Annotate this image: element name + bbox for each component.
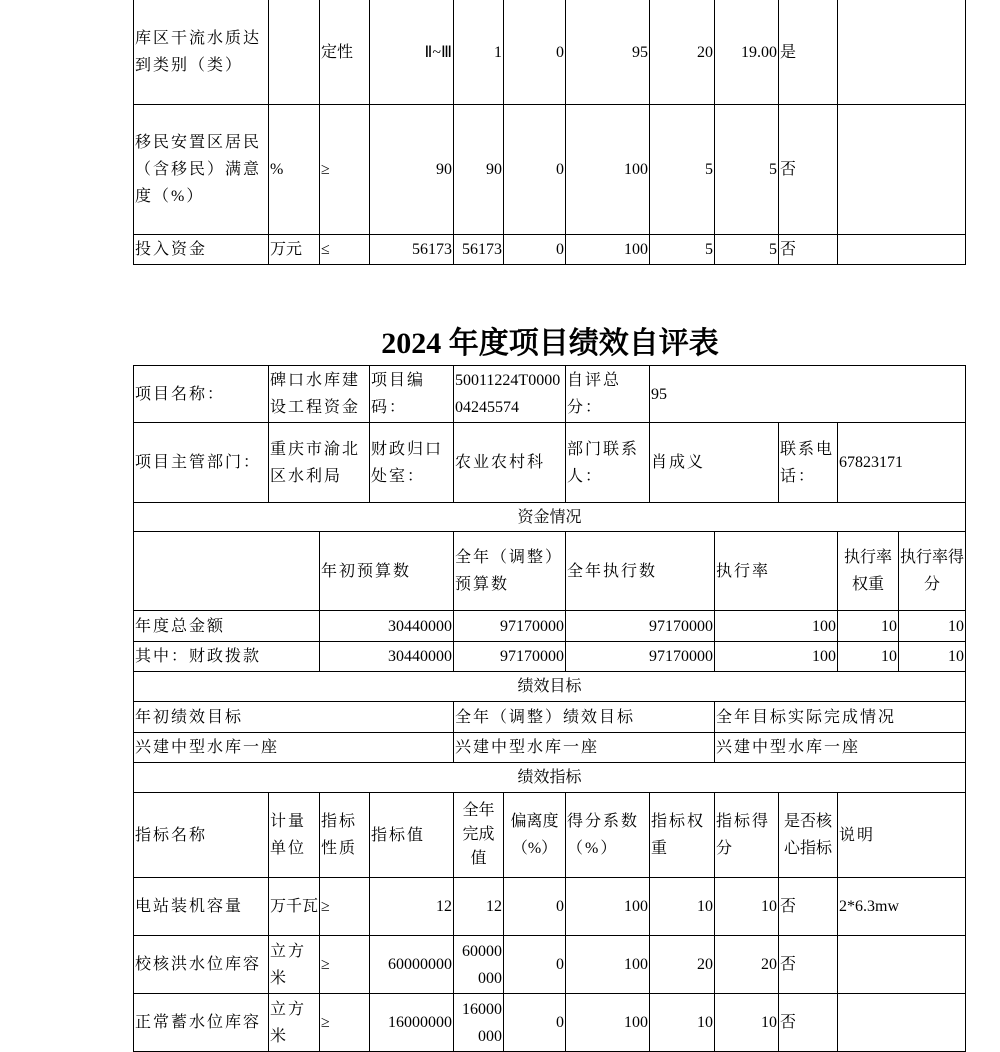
indicator-name: 正常蓄水位库容 — [134, 994, 269, 1052]
goal-value: 兴建中型水库一座 — [134, 733, 454, 763]
indicator-deviation: 0 — [504, 994, 566, 1052]
indicator-name: 电站装机容量 — [134, 878, 269, 936]
indicator-unit: 立方米 — [269, 994, 320, 1052]
goals-section-header: 绩效目标 — [134, 672, 966, 702]
indicator-nature: 定性 — [320, 0, 370, 105]
goals-header-row — [134, 702, 966, 733]
funds-value: 10 — [838, 642, 899, 672]
self-evaluation-table — [133, 365, 966, 1052]
indicator-score: 5 — [715, 105, 779, 235]
funds-value: 10 — [838, 611, 899, 642]
funds-section-header: 资金情况 — [134, 503, 966, 532]
indicator-header: 计量单位 — [269, 793, 320, 878]
table-row — [134, 235, 966, 265]
funds-label: 年度总金额 — [134, 611, 320, 642]
indicator-note — [838, 0, 966, 105]
indicator-header: 说明 — [838, 793, 966, 878]
table-row — [134, 0, 966, 105]
indicator-target: Ⅱ~Ⅲ — [370, 0, 454, 105]
indicator-header: 指标性质 — [320, 793, 370, 878]
indicator-deviation: 0 — [504, 0, 566, 105]
project-name-label: 项目名称： — [134, 366, 269, 423]
empty-cell — [134, 532, 320, 611]
indicator-nature: ≥ — [320, 936, 370, 994]
indicator-header: 指标值 — [370, 793, 454, 878]
funds-value: 30440000 — [320, 642, 454, 672]
indicator-weight: 20 — [650, 936, 715, 994]
funds-header: 执行率得分 — [899, 532, 966, 611]
indicator-core: 是 — [779, 0, 838, 105]
indicator-header: 是否核心指标 — [779, 793, 838, 878]
table-row — [134, 878, 966, 936]
table-row — [134, 105, 966, 235]
indicator-note — [838, 994, 966, 1052]
indicator-core: 否 — [779, 994, 838, 1052]
indicator-target: 60000000 — [370, 936, 454, 994]
indicator-actual: 16000000 — [454, 994, 504, 1052]
indicator-note: 2*6.3mw — [838, 878, 966, 936]
indicator-unit: 立方米 — [269, 936, 320, 994]
indicator-weight: 20 — [650, 0, 715, 105]
indicator-header: 指标权重 — [650, 793, 715, 878]
indicator-nature: ≥ — [320, 994, 370, 1052]
indicator-deviation: 0 — [504, 235, 566, 265]
funds-value: 30440000 — [320, 611, 454, 642]
funds-value: 97170000 — [566, 642, 715, 672]
indicator-deviation: 0 — [504, 878, 566, 936]
indicator-note — [838, 105, 966, 235]
goals-header: 全年目标实际完成情况 — [715, 702, 966, 733]
indicator-header: 指标得分 — [715, 793, 779, 878]
indicator-score: 10 — [715, 878, 779, 936]
goals-row — [134, 733, 966, 763]
dept: 重庆市渝北区水利局 — [269, 423, 370, 503]
indicator-score: 19.00 — [715, 0, 779, 105]
indicator-unit: 万千瓦 — [269, 878, 320, 936]
indicator-note — [838, 235, 966, 265]
indicator-actual: 12 — [454, 878, 504, 936]
indicator-coef: 100 — [566, 235, 650, 265]
project-code: 50011224T000004245574 — [454, 366, 566, 423]
funds-row — [134, 642, 966, 672]
indicator-header: 偏离度（%） — [504, 793, 566, 878]
funds-value: 97170000 — [454, 642, 566, 672]
funds-value: 10 — [899, 611, 966, 642]
indicator-weight: 10 — [650, 994, 715, 1052]
office-label: 财政归口处室： — [370, 423, 454, 503]
funds-value: 97170000 — [566, 611, 715, 642]
indicator-actual: 1 — [454, 0, 504, 105]
total-score-label: 自评总分： — [566, 366, 650, 423]
indicator-nature: ≥ — [320, 105, 370, 235]
funds-row — [134, 611, 966, 642]
funds-header: 执行率权重 — [838, 532, 899, 611]
funds-value: 100 — [715, 642, 838, 672]
indicator-score: 10 — [715, 994, 779, 1052]
funds-header: 执行率 — [715, 532, 838, 611]
indicator-coef: 100 — [566, 936, 650, 994]
indicator-core: 否 — [779, 235, 838, 265]
indicator-deviation: 0 — [504, 105, 566, 235]
indicator-score: 20 — [715, 936, 779, 994]
funds-header: 全年（调整）预算数 — [454, 532, 566, 611]
indicator-core: 否 — [779, 105, 838, 235]
indicator-nature: ≤ — [320, 235, 370, 265]
indicator-coef: 95 — [566, 0, 650, 105]
project-name: 碑口水库建设工程资金 — [269, 366, 370, 423]
indicators-header-row — [134, 793, 966, 878]
project-code-label: 项目编码： — [370, 366, 454, 423]
info-row — [134, 423, 966, 503]
indicator-unit: % — [269, 105, 320, 235]
indicator-score: 5 — [715, 235, 779, 265]
indicator-core: 否 — [779, 936, 838, 994]
phone-label: 联系电话： — [779, 423, 838, 503]
indicator-coef: 100 — [566, 994, 650, 1052]
indicator-deviation: 0 — [504, 936, 566, 994]
funds-header: 年初预算数 — [320, 532, 454, 611]
indicator-nature: ≥ — [320, 878, 370, 936]
indicator-unit: 万元 — [269, 235, 320, 265]
indicator-actual: 56173 — [454, 235, 504, 265]
table-row — [134, 994, 966, 1052]
goals-header: 全年（调整）绩效目标 — [454, 702, 715, 733]
indicator-header: 全年完成值 — [454, 793, 504, 878]
contact: 肖成义 — [650, 423, 779, 503]
table-row — [134, 936, 966, 994]
total-score: 95 — [650, 366, 966, 423]
indicator-actual: 90 — [454, 105, 504, 235]
funds-header-row — [134, 532, 966, 611]
funds-label: 其中：财政拨款 — [134, 642, 320, 672]
indicator-header: 指标名称 — [134, 793, 269, 878]
goal-value: 兴建中型水库一座 — [715, 733, 966, 763]
indicator-table-continued — [133, 0, 966, 265]
funds-header: 全年执行数 — [566, 532, 715, 611]
page-title: 2024 年度项目绩效自评表 — [381, 327, 719, 360]
indicator-note — [838, 936, 966, 994]
indicator-weight: 10 — [650, 878, 715, 936]
indicator-unit — [269, 0, 320, 105]
funds-value: 10 — [899, 642, 966, 672]
info-row — [134, 366, 966, 423]
indicator-weight: 5 — [650, 105, 715, 235]
funds-value: 100 — [715, 611, 838, 642]
indicator-target: 90 — [370, 105, 454, 235]
indicator-weight: 5 — [650, 235, 715, 265]
indicator-header: 得分系数（%） — [566, 793, 650, 878]
phone: 67823171 — [838, 423, 966, 503]
indicator-target: 16000000 — [370, 994, 454, 1052]
goal-value: 兴建中型水库一座 — [454, 733, 715, 763]
indicators-section-header: 绩效指标 — [134, 763, 966, 793]
office: 农业农村科 — [454, 423, 566, 503]
dept-label: 项目主管部门： — [134, 423, 269, 503]
indicator-actual: 60000000 — [454, 936, 504, 994]
indicator-name: 投入资金 — [134, 235, 269, 265]
funds-value: 97170000 — [454, 611, 566, 642]
indicator-target: 56173 — [370, 235, 454, 265]
goals-header: 年初绩效目标 — [134, 702, 454, 733]
indicator-name: 库区干流水质达到类别（类） — [134, 0, 269, 105]
indicator-core: 否 — [779, 878, 838, 936]
indicator-coef: 100 — [566, 878, 650, 936]
indicator-name: 移民安置区居民（含移民）满意度（%） — [134, 105, 269, 235]
indicator-coef: 100 — [566, 105, 650, 235]
contact-label: 部门联系人： — [566, 423, 650, 503]
indicator-name: 校核洪水位库容 — [134, 936, 269, 994]
indicator-target: 12 — [370, 878, 454, 936]
